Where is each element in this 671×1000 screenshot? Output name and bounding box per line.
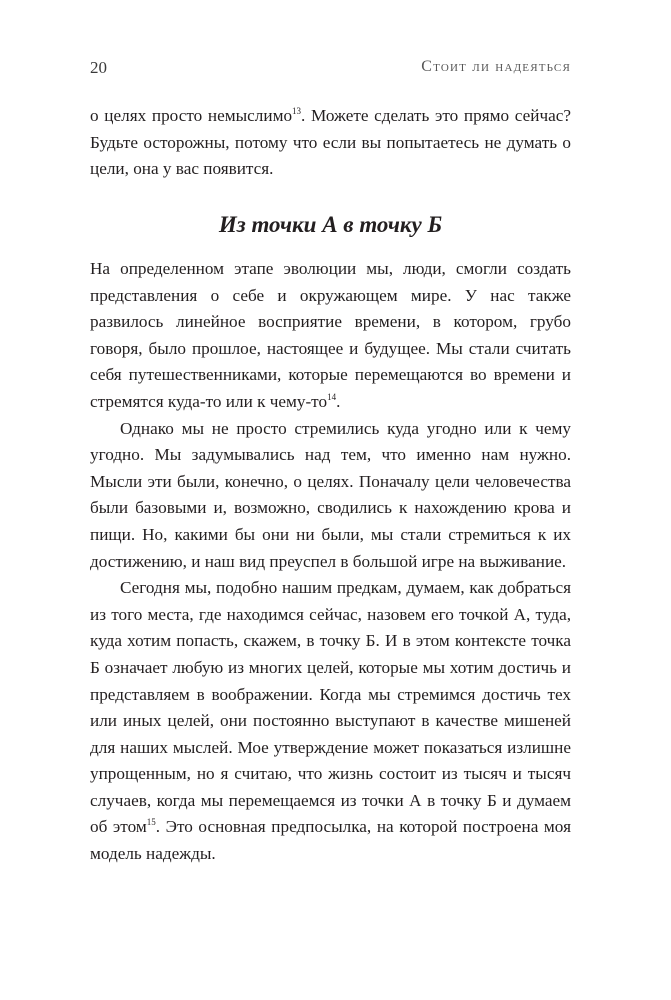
footnote-ref-14[interactable]: 14 xyxy=(327,391,337,402)
text-block-top xyxy=(90,103,571,183)
page-number: 20 xyxy=(90,58,107,77)
running-head xyxy=(90,58,571,82)
footnote-ref-15[interactable]: 15 xyxy=(146,817,156,828)
paragraph-3 xyxy=(90,575,571,868)
paragraph-text: . Можете сделать это прямо сейчас? Будьте осторожны, потому что если вы попытаетесь не думать о цели, она у вас появится. xyxy=(90,106,571,179)
paragraph-text: На определенном этапе эволюции мы, люди, смогли создать представления о себе и окружающем мире. У нас также развилось линейное восприятие времени, в котором, грубо говоря, было прошлое, настоящее и будущее. Мы стали считать себя путешественниками, которые перемещаются во времени и стремятся куда-то или к чему-то xyxy=(90,259,571,411)
section-heading: Из точки А в точку Б xyxy=(218,212,443,237)
paragraph-continuation xyxy=(90,103,571,183)
text-block-main xyxy=(90,256,571,868)
paragraph-text: Сегодня мы, подобно нашим предкам, думаем, как добраться из того места, где находимся сейчас, назовем его точкой А, туда, куда хотим попасть, скажем, в точку Б. И в этом контексте точка Б означает любую из многих целей, которые мы хотим достичь и представляем в воображении. Когда мы стремимся достичь тех или иных целей, они постоянно выступают в качестве мишеней для наших мыслей. Мое утверждение может показаться излишне упрощенным, но я считаю, что жизнь состоит из тысяч и тысяч случаев, когда мы перемещаемся из точки А в точку Б и думаем об этом xyxy=(90,578,571,837)
running-title: Стоит ли надеяться xyxy=(421,58,571,75)
paragraph-text: о целях просто немыслимо xyxy=(90,106,293,125)
paragraph-text: . Это основная предпосылка, на которой построена моя модель надежды. xyxy=(90,817,571,864)
paragraph-text: . xyxy=(336,391,341,411)
paragraph-text: Однако мы не просто стремились куда угодно или к чему угодно. Мы задумывались над тем, что именно нам нужно. Мысли эти были, конечно, о целях. Поначалу цели человечества были базовыми и, возможно, сводились к нахождению крова и пищи. Но, какими бы они ни были, мы стали стремиться к их достижению, и наш вид преуспел в большой игре на выживание. xyxy=(90,418,571,571)
footnote-ref-13[interactable]: 13 xyxy=(292,106,302,116)
paragraph-1 xyxy=(90,256,571,416)
paragraph-2 xyxy=(90,416,571,576)
